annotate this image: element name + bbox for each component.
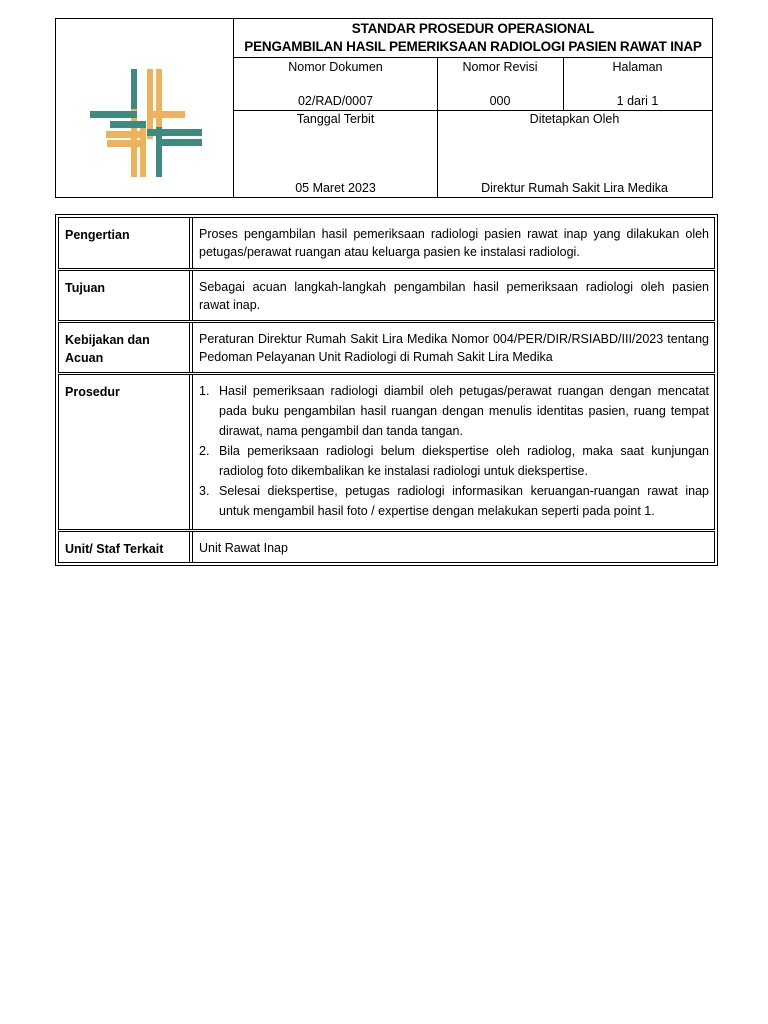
tujuan-label: Tujuan xyxy=(59,271,190,320)
sop-content-table xyxy=(55,214,718,566)
halaman-value: 1 dari 1 xyxy=(616,94,659,108)
nomor-dokumen-cell xyxy=(234,58,437,110)
nomor-dokumen-value: 02/RAD/0007 xyxy=(297,94,374,108)
prosedur-content xyxy=(192,375,714,529)
step-text: Hasil pemeriksaan radiologi diambil oleh petugas/perawat ruangan dengan mencatat pada buku pengambilan hasil ruangan dengan menulis identitas pasien, ruang tempat dirawat, nama pengambil dan tanda tangan. xyxy=(219,384,709,438)
row-tujuan xyxy=(58,270,715,321)
row-prosedur xyxy=(58,374,715,530)
kebijakan-text: Peraturan Direktur Rumah Sakit Lira Medika Nomor 004/PER/DIR/RSIABD/III/2023 tentang Pedoman Pelayanan Unit Radiologi di Rumah Sakit Lira Medika xyxy=(192,323,714,372)
row-unit xyxy=(58,531,715,563)
document-header xyxy=(55,18,713,198)
title-line-2: PENGAMBILAN HASIL PEMERIKSAAN RADIOLOGI PASIEN RAWAT INAP xyxy=(244,39,702,54)
tanggal-terbit-value: 05 Maret 2023 xyxy=(295,181,376,195)
kebijakan-label: Kebijakan dan Acuan xyxy=(59,323,190,372)
unit-label: Unit/ Staf Terkait xyxy=(59,532,190,562)
document-title xyxy=(234,19,712,58)
pengertian-label: Pengertian xyxy=(59,218,190,268)
unit-text: Unit Rawat Inap xyxy=(192,532,714,562)
nomor-revisi-label: Nomor Revisi xyxy=(462,60,538,74)
nomor-revisi-cell xyxy=(437,58,563,110)
halaman-cell xyxy=(563,58,712,110)
ditetapkan-value: Direktur Rumah Sakit Lira Medika xyxy=(481,181,668,195)
title-line-1: STANDAR PROSEDUR OPERASIONAL xyxy=(351,21,595,36)
prosedur-step xyxy=(199,381,709,441)
pengertian-text: Proses pengambilan hasil pemeriksaan radiologi pasien rawat inap yang dilakukan oleh petugas/perawat ruangan atau keluarga pasien ke instalasi radiologi. xyxy=(192,218,714,268)
cross-logo-icon xyxy=(90,69,202,177)
nomor-dokumen-label: Nomor Dokumen xyxy=(288,60,383,74)
ditetapkan-label: Ditetapkan Oleh xyxy=(529,112,620,126)
prosedur-step xyxy=(199,441,709,481)
tanggal-terbit-cell xyxy=(234,110,437,197)
row-pengertian xyxy=(58,217,715,269)
step-number: 3. xyxy=(199,484,210,498)
step-text: Selesai diekspertise, petugas radiologi informasikan keruangan-ruangan rawat inap untuk mengambil hasil foto / expertise dengan melakukan seperti pada point 1. xyxy=(219,484,709,518)
prosedur-steps xyxy=(199,381,709,521)
step-number: 2. xyxy=(199,444,210,458)
row-kebijakan xyxy=(58,322,715,373)
ditetapkan-cell xyxy=(437,110,712,197)
halaman-label: Halaman xyxy=(612,60,663,74)
step-text: Bila pemeriksaan radiologi belum diekspertise oleh radiolog, maka saat kunjungan radiolog foto dikembalikan ke instalasi radiologi untuk diekspertise. xyxy=(219,444,709,478)
step-number: 1. xyxy=(199,384,210,398)
nomor-revisi-value: 000 xyxy=(489,94,511,108)
logo-cell xyxy=(56,19,234,197)
prosedur-step xyxy=(199,481,709,521)
tujuan-text: Sebagai acuan langkah-langkah pengambilan hasil pemeriksaan radiologi oleh pasien rawat inap. xyxy=(192,271,714,320)
tanggal-terbit-label: Tanggal Terbit xyxy=(296,112,375,126)
prosedur-label: Prosedur xyxy=(59,375,190,529)
